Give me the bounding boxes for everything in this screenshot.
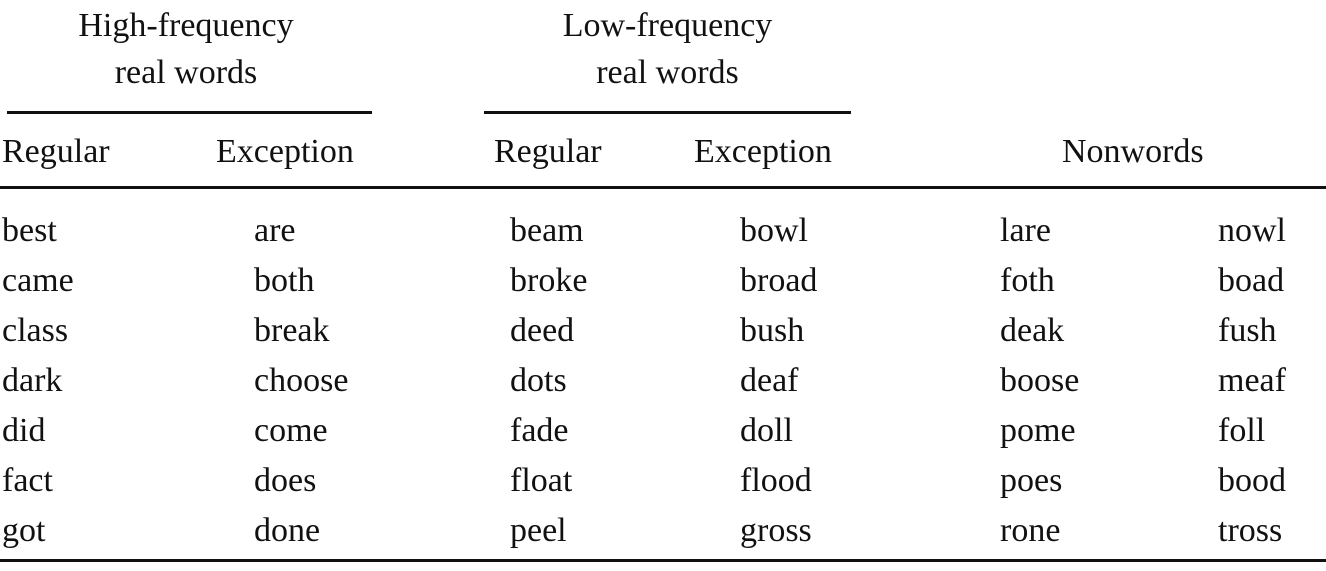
table-cell: done bbox=[254, 512, 321, 549]
table-cell: dots bbox=[510, 362, 567, 399]
table-cell: did bbox=[2, 412, 46, 449]
table-cell: boose bbox=[1000, 362, 1080, 399]
group-title-line: real words bbox=[114, 54, 258, 91]
word-column-hf-exception bbox=[254, 206, 348, 556]
table-cell: poes bbox=[1000, 462, 1063, 499]
table-cell: best bbox=[2, 212, 57, 249]
column-header-hf-exception: Exception bbox=[216, 133, 354, 170]
column-header-nonwords: Nonwords bbox=[1062, 133, 1204, 170]
table-cell: come bbox=[254, 412, 328, 449]
header-rule bbox=[0, 186, 1326, 189]
word-column-lf-regular bbox=[510, 206, 587, 556]
table-cell: gross bbox=[740, 512, 812, 549]
column-header-lf-regular: Regular bbox=[494, 133, 602, 170]
table-cell: bowl bbox=[740, 212, 808, 249]
table-cell: break bbox=[254, 312, 330, 349]
table-cell: fact bbox=[2, 462, 53, 499]
group-title-line: High-frequency bbox=[78, 7, 294, 44]
bottom-rule bbox=[0, 559, 1326, 562]
group-title-line: real words bbox=[596, 54, 739, 91]
table-cell: choose bbox=[254, 362, 349, 399]
spanner-rule-high-frequency bbox=[7, 111, 372, 114]
table-cell: doll bbox=[740, 412, 793, 449]
table-cell: tross bbox=[1218, 512, 1283, 549]
word-column-nonwords-first bbox=[1000, 206, 1079, 556]
table-cell: came bbox=[2, 262, 74, 299]
table-cell: fade bbox=[510, 412, 569, 449]
table-cell: deak bbox=[1000, 312, 1065, 349]
table-cell: lare bbox=[1000, 212, 1051, 249]
table-cell: dark bbox=[2, 362, 63, 399]
table-cell: flood bbox=[740, 462, 812, 499]
spanner-rule-low-frequency bbox=[484, 111, 851, 114]
table-cell: broad bbox=[740, 262, 818, 299]
table-cell: beam bbox=[510, 212, 584, 249]
word-column-lf-exception bbox=[740, 206, 817, 556]
table-cell: float bbox=[510, 462, 573, 499]
table-cell: broke bbox=[510, 262, 588, 299]
column-header-hf-regular: Regular bbox=[2, 133, 110, 170]
table-cell: both bbox=[254, 262, 315, 299]
table-cell: peel bbox=[510, 512, 567, 549]
table-cell: meaf bbox=[1218, 362, 1286, 399]
table-cell: boad bbox=[1218, 262, 1285, 299]
table-cell: fush bbox=[1218, 312, 1277, 349]
group-title-low-frequency bbox=[484, 2, 851, 96]
word-column-nonwords-second bbox=[1218, 206, 1286, 556]
group-title-high-frequency bbox=[0, 2, 372, 96]
table-cell: rone bbox=[1000, 512, 1061, 549]
table-cell: bush bbox=[740, 312, 805, 349]
group-title-line: Low-frequency bbox=[562, 7, 773, 44]
word-column-hf-regular bbox=[2, 206, 74, 556]
table-cell: deed bbox=[510, 312, 575, 349]
table-cell: bood bbox=[1218, 462, 1286, 499]
table-cell: foll bbox=[1218, 412, 1266, 449]
table-cell: pome bbox=[1000, 412, 1076, 449]
table-cell: deaf bbox=[740, 362, 799, 399]
table-cell: are bbox=[254, 212, 296, 249]
table-cell: does bbox=[254, 462, 317, 499]
column-header-lf-exception: Exception bbox=[694, 133, 832, 170]
table-cell: foth bbox=[1000, 262, 1055, 299]
table-cell: nowl bbox=[1218, 212, 1286, 249]
table-cell: got bbox=[2, 512, 46, 549]
table-cell: class bbox=[2, 312, 69, 349]
